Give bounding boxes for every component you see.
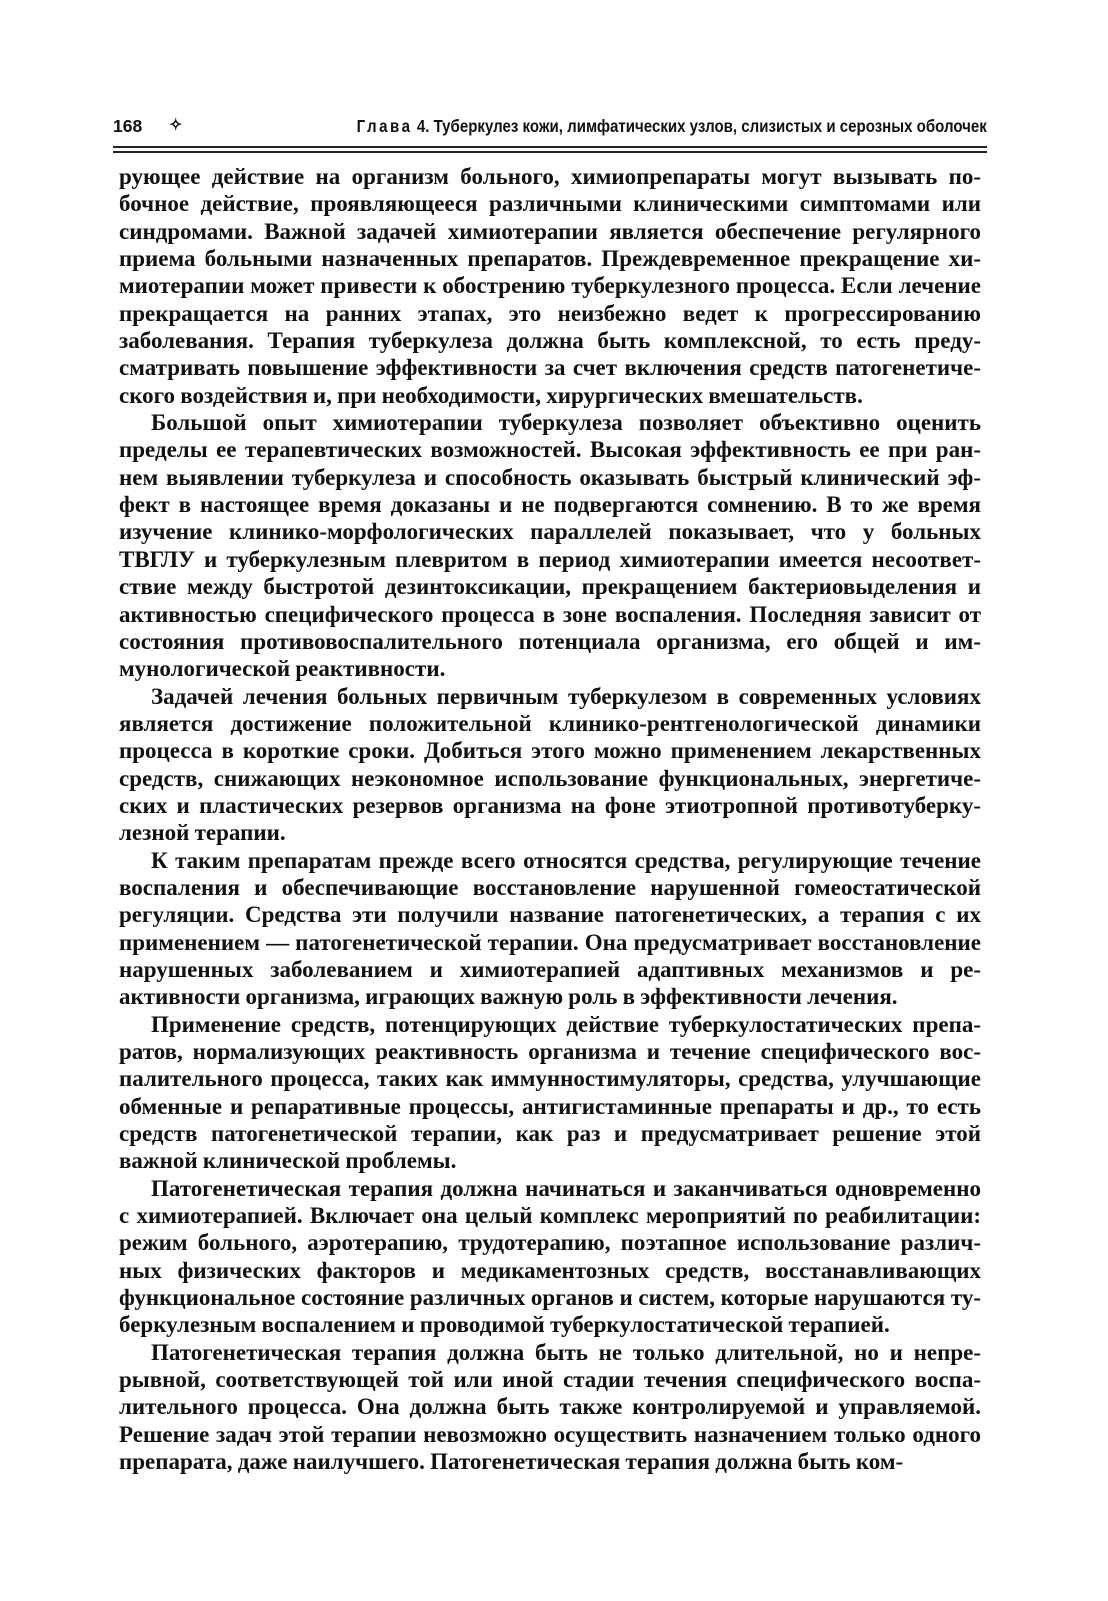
paragraph-2: Большой опыт химиотерапии туберкулеза позволяет объективно оценить пределы ее терапевтических возможностей. Высокая эффективность ее при раннем выявлении туберкулеза и способность оказывать быстрый клинический эффект в настоящее время доказаны и не подвергаются сомнению. В то же время изучение клинико-морфологических параллелей показывает, что у больных ТВГЛУ и туберкулезным плевритом в период химиотерапии имеется несоответствие между быстротой дезинтоксикации, прекращением бактериовыделения и активностью специфического процесса в зоне воспаления. Последняя зависит от состояния противовоспалительного потенциала организма, его общей и иммунологической реактивности. (119, 410, 981, 682)
header-rule-top (113, 146, 987, 148)
diamond-ornament-icon: ✧ (169, 117, 183, 134)
paragraph-6: Патогенетическая терапия должна начинаться и заканчиваться одновременно с химиотерапией. Включает она целый комплекс мероприятий по реабилитации: режим больного, аэротерапию, трудотерапию, поэтапное использование различных физических факторов и медикаментозных средств, восстанавливающих функциональное состояние различных органов и систем, которые нарушаются туберкулезным воспалением и проводимой туберкулостатической терапией. (119, 1175, 981, 1338)
chapter-title-text: 4. Туберкулез кожи, лимфатических узлов, слизистых и серозных оболочек (417, 116, 987, 136)
paragraph-3: Задачей лечения больных первичным туберкулезом в современных условиях является достижение положительной клинико-рентгенологической динамики процесса в короткие сроки. Добиться этого можно применением лекарственных средств, снижающих неэкономное использование функциональных, энергетических и пластических резервов организма на фоне этиотропной противотуберкулезной терапии. (119, 683, 981, 846)
chapter-label: Глава (356, 116, 413, 136)
chapter-title (357, 112, 987, 140)
header-rule-bottom (113, 151, 987, 153)
paragraph-7: Патогенетическая терапия должна быть не только длительной, но и непрерывной, соответствующей той или иной стадии течения специфического воспалительного процесса. Она должна быть также контролируемой и управляемой. Решение задач этой терапии невозможно осуществить назначением только одного препарата, даже наилучшего. Патогенетическая терапия должна быть ком- (119, 1339, 981, 1475)
paragraph-1: рующее действие на организм больного, химиопрепараты могут вызывать побочное действие, проявляющееся различными клиническими симптомами или синдромами. Важной задачей химиотерапии является обеспечение регулярного приема больными назначенных препаратов. Преждевременное прекращение химиотерапии может привести к обострению туберкулезного процесса. Если лечение прекращается на ранних этапах, это неизбежно ведет к прогрессированию заболевания. Терапия туберкулеза должна быть комплексной, то есть предусматривать повышение эффективности за счет включения средств патогенетического воздействия и, при необходимости, хирургических вмешательств. (119, 164, 981, 408)
paragraph-4: К таким препаратам прежде всего относятся средства, регулирующие течение воспаления и обеспечивающие восстановление нарушенной гомеостатической регуляции. Средства эти получили название патогенетических, а терапия с их применением — патогенетической терапии. Она предусматривает восстановление нарушенных заболеванием и химиотерапией адаптивных механизмов и реактивности организма, играющих важную роль в эффективности лечения. (119, 847, 981, 1010)
page-number: 168 (113, 116, 143, 136)
body-text (119, 163, 981, 1476)
running-header (113, 112, 987, 140)
paragraph-5: Применение средств, потенцирующих действие туберкулостатических препаратов, нормализующих реактивность организма и течение специфического воспалительного процесса, таких как иммунностимуляторы, средства, улучшающие обменные и репаративные процессы, антигистаминные препараты и др., то есть средств патогенетической терапии, как раз и предусматривает решение этой важной клинической проблемы. (119, 1011, 981, 1174)
